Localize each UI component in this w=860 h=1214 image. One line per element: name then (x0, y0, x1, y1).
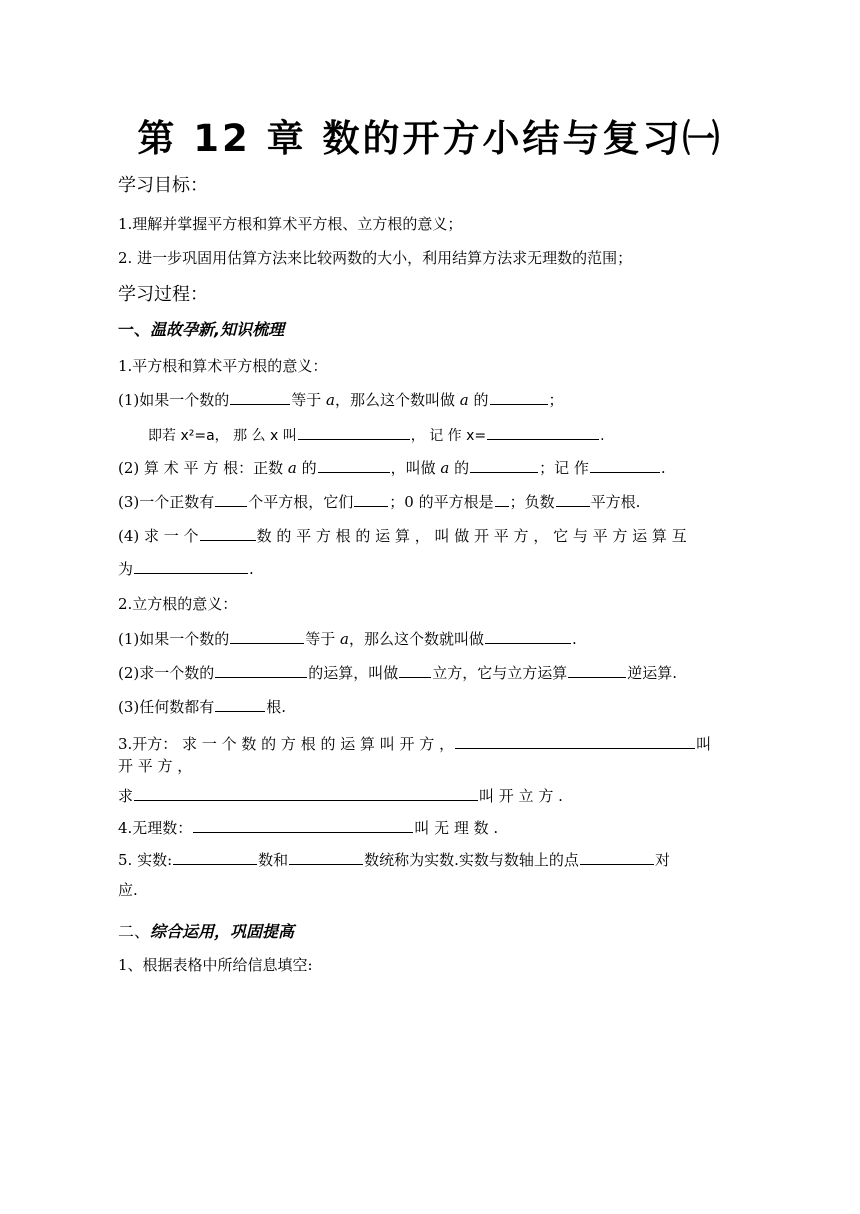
blank-field[interactable] (487, 424, 599, 440)
item-5: 5. 实数: 数和 数统称为实数.实数与数轴上的点 对 (118, 851, 670, 869)
section-2-heading (118, 922, 294, 942)
blank-field[interactable] (455, 733, 695, 749)
blank-field[interactable] (134, 785, 478, 801)
blank-field[interactable] (568, 662, 626, 678)
blank-field[interactable] (354, 491, 388, 507)
goals-heading: 学习目标： (118, 175, 208, 196)
blank-field[interactable] (485, 628, 571, 644)
blank-field[interactable] (495, 491, 509, 507)
blank-field[interactable] (215, 662, 307, 678)
question-2-3: (3)任何数都有 根. (118, 698, 287, 716)
blank-field[interactable] (590, 457, 660, 473)
section-2-item-1: 1、根据表格中所给信息填空: (118, 956, 313, 974)
section-1-number: 一、 (118, 320, 151, 339)
question-1-1: (1)如果一个数的 等于 a，那么这个数叫做 a 的 ； (118, 391, 564, 409)
blank-field[interactable] (200, 525, 256, 541)
blank-field[interactable] (193, 817, 413, 833)
blank-field[interactable] (173, 849, 257, 865)
question-2-2: (2)求一个数的 的运算，叫做 立方，它与立方运算 逆运算. (118, 664, 678, 682)
blank-field[interactable] (298, 424, 410, 440)
section-2-number: 二、 (118, 922, 151, 941)
item-3-cube: 求 叫 开 立 方 . (118, 787, 563, 805)
question-1-3: (3)一个正数有 个平方根，它们 ；0 的平方根是 ；负数 平方根. (118, 493, 641, 511)
blank-field[interactable] (215, 491, 247, 507)
blank-field[interactable] (399, 662, 431, 678)
page-title: 第 12 章 数的开方小结与复习㈠ (137, 117, 723, 160)
blank-field[interactable] (318, 457, 390, 473)
blank-field[interactable] (134, 558, 248, 574)
question-1-4-continued: 为 . (118, 560, 254, 578)
blank-field[interactable] (230, 628, 304, 644)
question-2-1: (1)如果一个数的 等于 a，那么这个数就叫做 . (118, 630, 577, 648)
blank-field[interactable] (470, 457, 538, 473)
item-1-heading: 1.平方根和算术平方根的意义： (118, 357, 328, 375)
item-3-continued: 开 平 方 ， (118, 757, 193, 775)
blank-field[interactable] (580, 849, 654, 865)
section-1-heading (118, 320, 284, 340)
section-2-title: 综合运用，巩固提高 (150, 922, 295, 941)
blank-field[interactable] (490, 389, 548, 405)
question-1-1-definition: 即若 x²=a， 那 么 x 叫 ， 记 作 x= . (148, 424, 605, 446)
section-1-title: 温故孕新,知识梳理 (150, 320, 285, 339)
item-3: 3.开方： 求 一 个 数 的 方 根 的 运 算 叫 开 方 ， 叫 (118, 735, 712, 753)
blank-field[interactable] (215, 696, 265, 712)
item-5-continued: 应. (118, 881, 138, 899)
blank-field[interactable] (289, 849, 363, 865)
question-1-2: (2) 算 术 平 方 根：正数 a 的 ，叫做 a 的 ；记 作 . (118, 459, 666, 477)
process-heading: 学习过程： (118, 284, 208, 305)
item-4: 4.无理数： 叫 无 理 数 . (118, 819, 499, 837)
blank-field[interactable] (230, 389, 290, 405)
goal-2: 2. 进一步巩固用估算方法来比较两数的大小，利用结算方法求无理数的范围； (118, 249, 633, 267)
question-1-4: (4) 求 一 个 数 的 平 方 根 的 运 算 ， 叫 做 开 平 方 ， 它 与 平 方 运 算 互 (118, 527, 687, 545)
blank-field[interactable] (556, 491, 590, 507)
item-2-heading: 2.立方根的意义： (118, 595, 238, 613)
goal-1: 1.理解并掌握平方根和算术平方根、立方根的意义； (118, 215, 463, 233)
